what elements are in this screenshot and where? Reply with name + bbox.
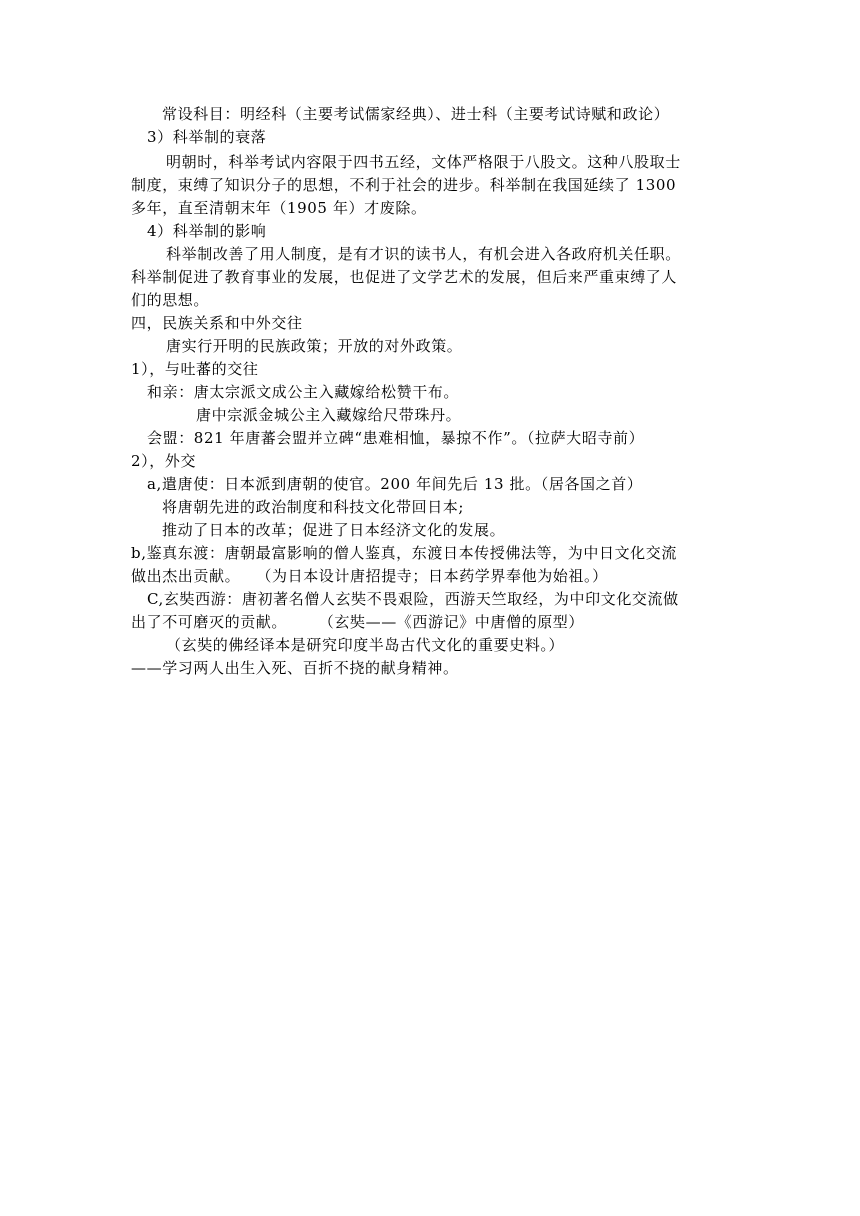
- text-line: 科举制促进了教育事业的发展，也促进了文学艺术的发展，但后来严重束缚了人: [131, 268, 678, 286]
- text-line: 和亲：唐太宗派文成公主入藏嫁给松赞干布。: [147, 383, 460, 401]
- text-line: （玄奘的佛经译本是研究印度半岛古代文化的重要史料。）: [166, 636, 565, 654]
- text-line: 明朝时，科举考试内容限于四书五经，文体严格限于八股文。这种八股取士: [166, 153, 681, 171]
- text-line: 多年，直至清朝末年（1905 年）才废除。: [131, 199, 427, 217]
- text-line: 做出杰出贡献。 （为日本设计唐招提寺；日本药学界奉他为始祖。）: [131, 567, 608, 585]
- text-line: 科举制改善了用人制度，是有才识的读书人，有机会进入各政府机关任职。: [166, 245, 681, 263]
- text-line: 出了不可磨灭的贡献。 （玄奘——《西游记》中唐僧的原型）: [131, 613, 585, 631]
- text-line: b,鉴真东渡：唐朝最富影响的僧人鉴真，东渡日本传授佛法等，为中日文化交流: [131, 544, 677, 562]
- text-line: 会盟：821 年唐蕃会盟并立碑“患难相恤，暴掠不作”。（拉萨大昭寺前）: [147, 429, 645, 447]
- text-line: 制度，束缚了知识分子的思想，不利于社会的进步。科举制在我国延续了 1300: [131, 176, 677, 194]
- text-line: 常设科目：明经科（主要考试儒家经典）、进士科（主要考试诗赋和政论）: [162, 105, 670, 123]
- section-heading: 4）科举制的影响: [147, 222, 267, 240]
- section-heading: 四，民族关系和中外交往: [131, 314, 303, 332]
- text-line: ——学习两人出生入死、百折不挠的献身精神。: [131, 659, 459, 677]
- section-heading: 1），与吐蕃的交往: [131, 360, 259, 378]
- section-heading: 3）科举制的衰落: [147, 128, 267, 146]
- text-line: 唐中宗派金城公主入藏嫁给尺带珠丹。: [196, 406, 462, 424]
- section-heading: 2），外交: [131, 452, 197, 470]
- text-line: C,玄奘西游：唐初著名僧人玄奘不畏艰险，西游天竺取经，为中印文化交流做: [147, 590, 679, 608]
- text-line: 们的思想。: [131, 291, 210, 309]
- text-line: 推动了日本的改革；促进了日本经济文化的发展。: [162, 521, 506, 539]
- text-line: a,遣唐使：日本派到唐朝的使官。200 年间先后 13 批。（居各国之首）: [147, 475, 643, 493]
- text-line: 将唐朝先进的政治制度和科技文化带回日本;: [162, 498, 465, 516]
- text-line: 唐实行开明的民族政策；开放的对外政策。: [166, 337, 463, 355]
